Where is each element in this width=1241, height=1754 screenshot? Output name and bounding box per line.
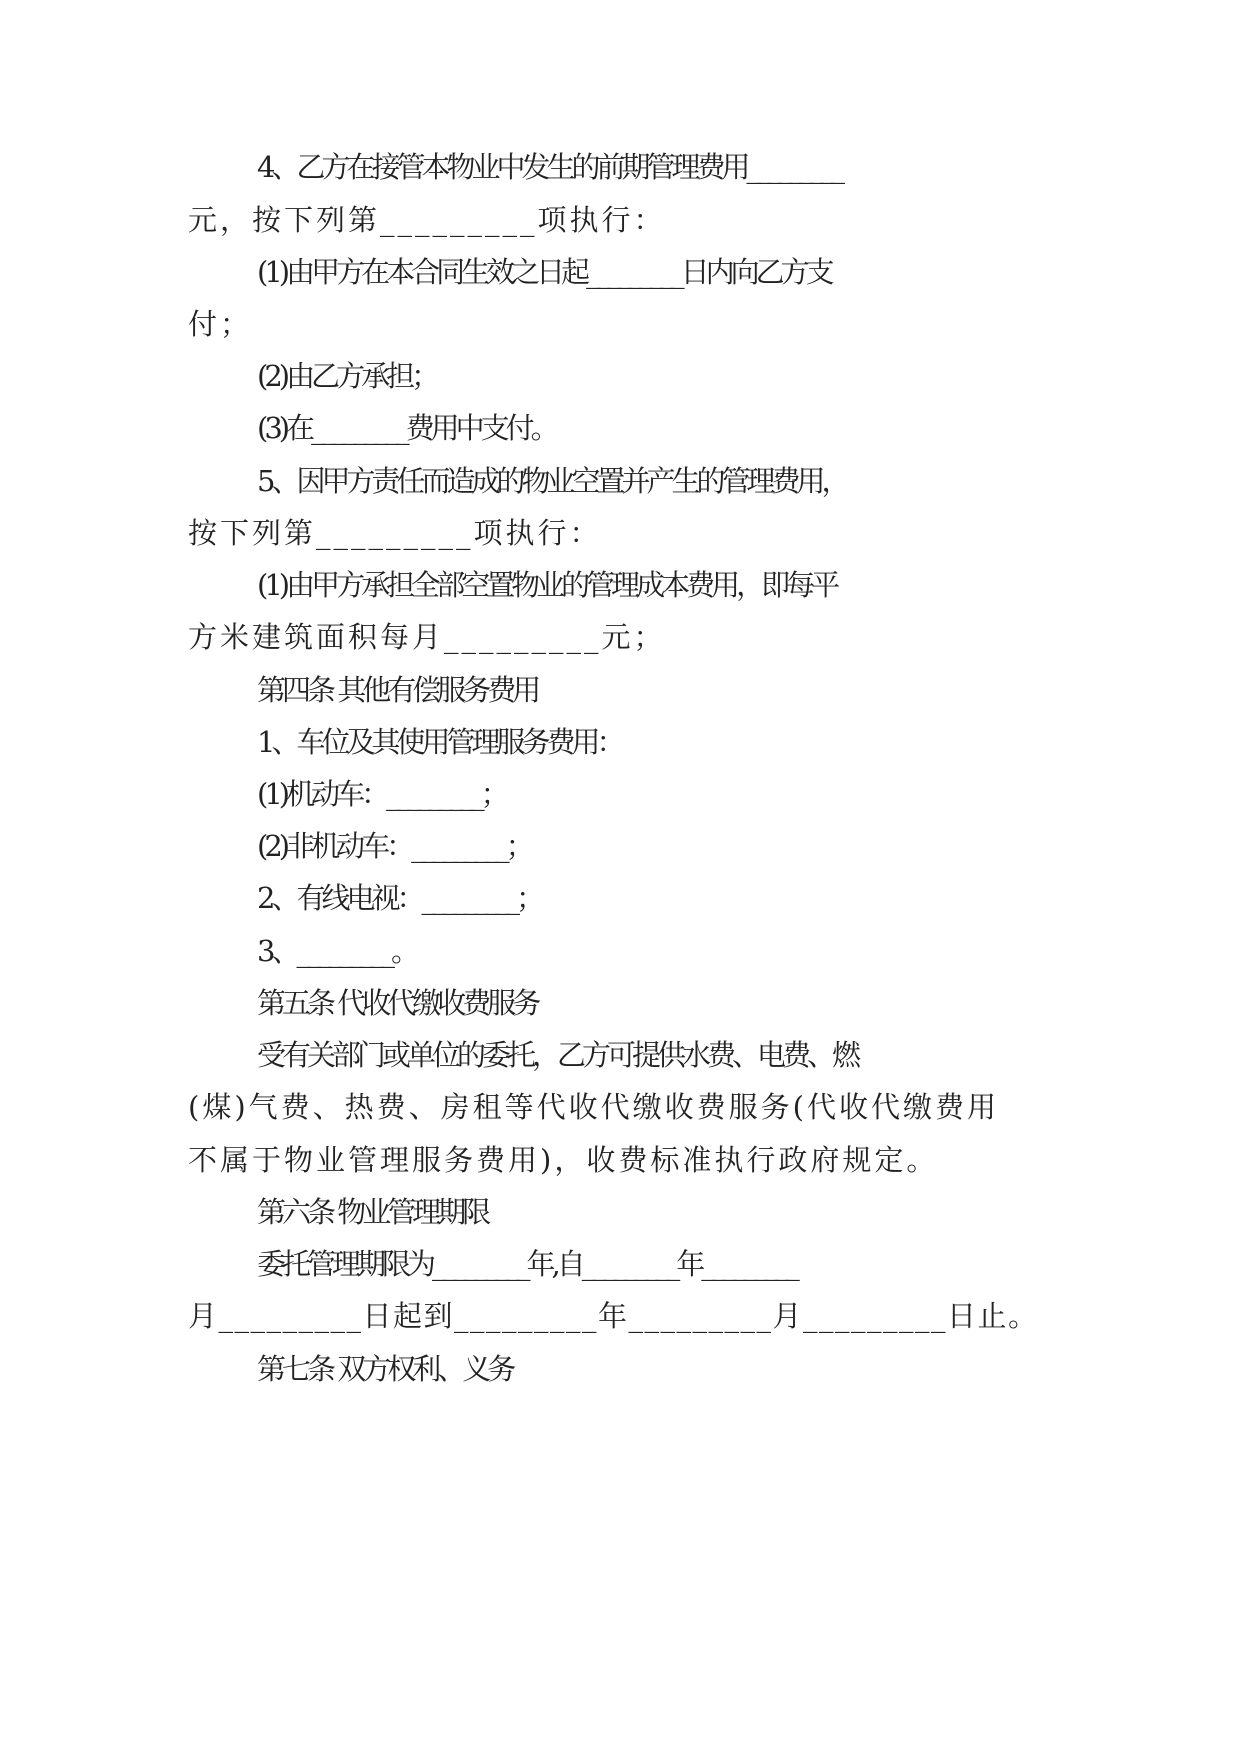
section-heading: 第七条 双方权利、义务 xyxy=(257,1352,513,1386)
paragraph-line: 不属于物业管理服务费用)，收费标准执行政府规定。 xyxy=(188,1143,939,1177)
paragraph-line: 按下列第_________项执行： xyxy=(188,516,602,550)
paragraph-line: (3)在_________费用中支付。 xyxy=(257,411,556,445)
paragraph-line: 5、因甲方责任而造成的物业空置并产生的管理费用， xyxy=(257,464,847,498)
section-heading: 第四条 其他有偿服务费用 xyxy=(257,673,538,707)
paragraph-line: 付； xyxy=(188,307,253,341)
paragraph-line: 委托管理期限为_________年,自_________年_________ xyxy=(257,1247,796,1281)
paragraph-line: 元，按下列第_________项执行： xyxy=(188,203,666,237)
paragraph-line: 受有关部门或单位的委托，乙方可提供水费、电费、燃 xyxy=(257,1038,858,1072)
paragraph-line: 3、_________。 xyxy=(257,934,416,968)
paragraph-line: 方米建筑面积每月_________元； xyxy=(188,620,666,654)
paragraph-line: (2)非机动车：_________； xyxy=(257,829,531,863)
section-heading: 第六条 物业管理期限 xyxy=(257,1195,488,1229)
paragraph-line: (2)由乙方承担； xyxy=(257,359,437,393)
section-heading: 第五条 代收代缴收费服务 xyxy=(257,986,538,1020)
paragraph-line: (1)由甲方在本合同生效之日起_________日内向乙方支 xyxy=(257,255,831,289)
paragraph-line: (1)由甲方承担全部空置物业的管理成本费用，即每平 xyxy=(257,568,837,602)
paragraph-line: 4、乙方在接管本物业中发生的前期管理费用_________ xyxy=(257,150,841,184)
paragraph-line: (煤)气费、热费、房租等代收代缴收费服务(代收代缴费用 xyxy=(188,1090,999,1124)
paragraph-line: 2、有线电视：_________； xyxy=(257,881,541,915)
paragraph-line: 月_________日起到_________年_________月_________日止。 xyxy=(188,1299,1039,1333)
paragraph-line: 1、车位及其使用管理服务费用： xyxy=(257,725,622,759)
paragraph-line: (1)机动车：_________； xyxy=(257,777,506,811)
